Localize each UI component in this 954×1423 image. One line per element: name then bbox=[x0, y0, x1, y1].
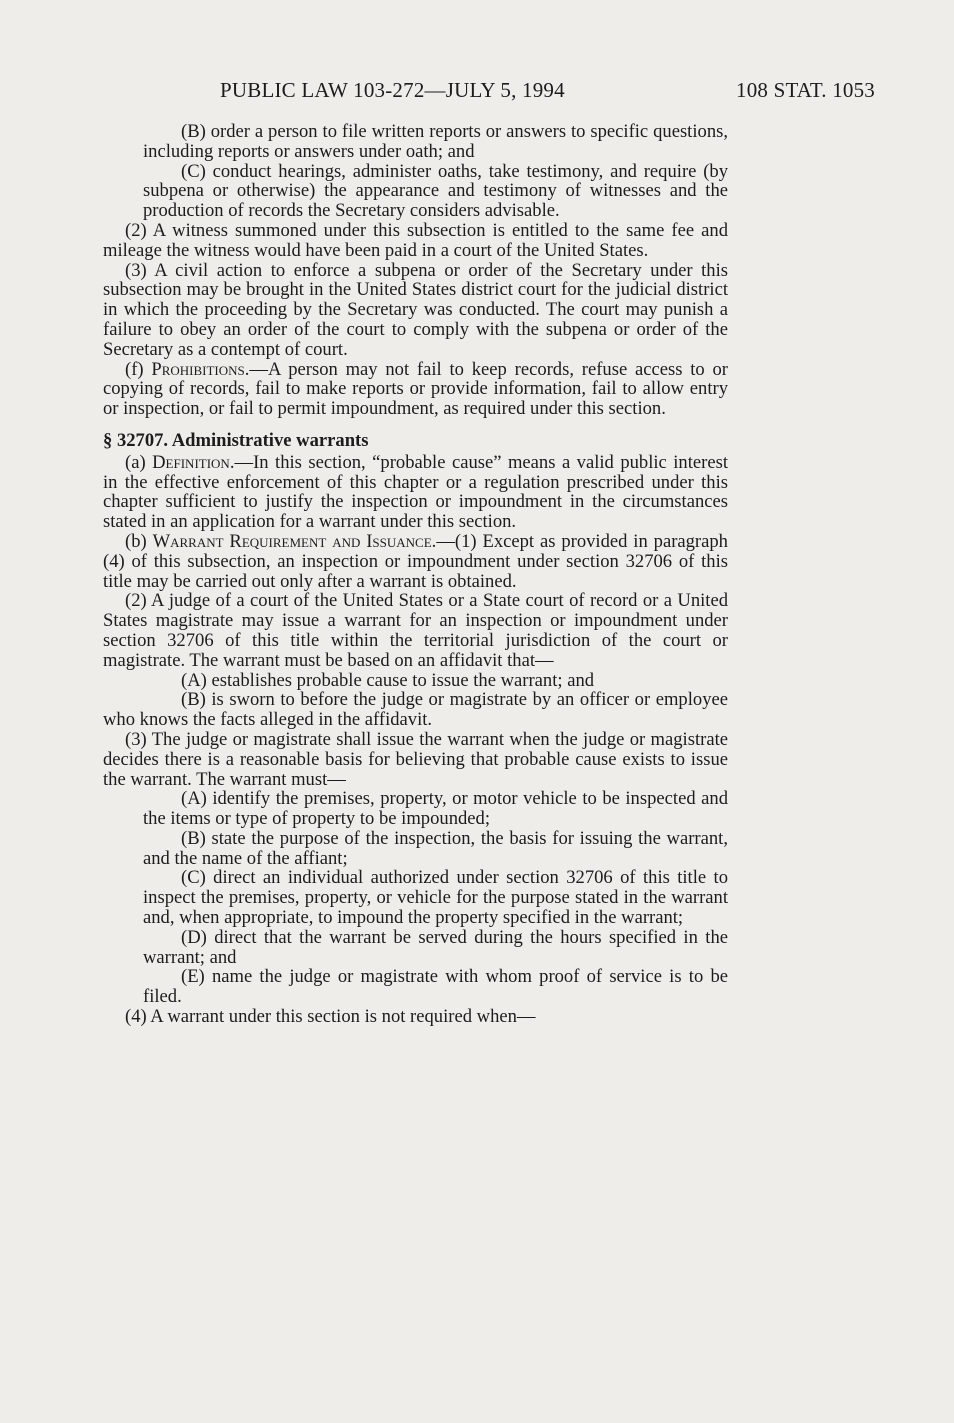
running-header bbox=[100, 78, 875, 106]
subsection-b-warrant bbox=[103, 532, 728, 591]
paragraph-b3-d: (D) direct that the warrant be served during the hours specified in the warrant; and bbox=[143, 926, 728, 968]
subsection-b-heading: Warrant Requirement and Issuance bbox=[152, 530, 432, 552]
subsection-f-prohibitions bbox=[103, 360, 728, 419]
subsection-a-label: (a) bbox=[125, 451, 153, 473]
paragraph-b4: (4) A warrant under this section is not required when— bbox=[125, 1006, 536, 1028]
subsection-f-text: .—A person may not fail to keep records, refuse access to or copying of records, fail to make reports or provide information, fail to allow entry or inspection, or fail to permit impoundment, as required under this section. bbox=[103, 358, 728, 420]
subsection-a-text: .—In this section, “probable cause” means a valid public interest in the effective enforcement of this chapter or a regulation prescribed under this chapter sufficient to justify the inspection or impoundment in the circumstances stated in an application for a warrant under this section. bbox=[103, 451, 728, 533]
paragraph-b-order: (B) order a person to file written reports or answers to specific questions, including reports or answers under oath; and bbox=[143, 121, 728, 162]
statute-page-number: 108 STAT. 1053 bbox=[736, 78, 875, 102]
paragraph-2-witness: (2) A witness summoned under this subsection is entitled to the same fee and mileage the witness would have been paid in a court of the United States. bbox=[103, 219, 728, 261]
subsection-b-label: (b) bbox=[125, 530, 153, 552]
paragraph-b2-b: (B) is sworn to before the judge or magistrate by an officer or employee who knows the facts alleged in the affidavit. bbox=[103, 689, 728, 731]
subsection-a-heading: Definition bbox=[152, 451, 230, 473]
subsection-f-label: (f) bbox=[125, 358, 152, 380]
paragraph-b3-a: (A) identify the premises, property, or motor vehicle to be inspected and the items or type of property to be impounded; bbox=[143, 788, 728, 830]
subsection-f-heading: Prohibitions bbox=[151, 358, 245, 380]
paragraph-b3-e: (E) name the judge or magistrate with whom proof of service is to be filed. bbox=[143, 966, 728, 1008]
paragraph-b2: (2) A judge of a court of the United States or a State court of record or a United States magistrate may issue a warrant for an inspection or impoundment under section 32706 of this title within the territorial jurisdiction of the court or magistrate. The warrant must be based on an affidavit that— bbox=[103, 590, 728, 671]
paragraph-3-civil-action: (3) A civil action to enforce a subpena or order of the Secretary under this subsection may be brought in the United States district court for the judicial district in which the proceeding by the Secretary was conducted. The court may punish a failure to obey an order of the court to comply with the subpena or order of the Secretary as a contempt of court. bbox=[103, 259, 728, 360]
paragraph-b3: (3) The judge or magistrate shall issue the warrant when the judge or magistrate decides there is a reasonable basis for believing that probable cause exists to issue the warrant. The warrant must— bbox=[103, 728, 728, 790]
subsection-a-definition bbox=[103, 453, 728, 532]
paragraph-b3-b: (B) state the purpose of the inspection, the basis for issuing the warrant, and the name of the affiant; bbox=[143, 827, 728, 869]
law-title: PUBLIC LAW 103-272—JULY 5, 1994 bbox=[220, 78, 565, 102]
paragraph-b2-a: (A) establishes probable cause to issue the warrant; and bbox=[181, 669, 595, 691]
section-heading: § 32707. Administrative warrants bbox=[103, 429, 369, 451]
subsection-b-text: .—(1) Except as provided in paragraph (4) of this subsection, an inspection or impoundment under section 32706 of this title may be carried out only after a warrant is obtained. bbox=[103, 530, 728, 592]
paragraph-b3-c: (C) direct an individual authorized under section 32706 of this title to inspect the premises, property, or vehicle for the purpose stated in the warrant and, when appropriate, to impound the property specified in the warrant; bbox=[143, 867, 728, 929]
document-body bbox=[103, 122, 728, 1027]
paragraph-c-conduct: (C) conduct hearings, administer oaths, take testimony, and require (by subpena or otherwise) the appearance and testimony of witnesses and the production of records the Secretary considers advisable. bbox=[143, 160, 728, 222]
